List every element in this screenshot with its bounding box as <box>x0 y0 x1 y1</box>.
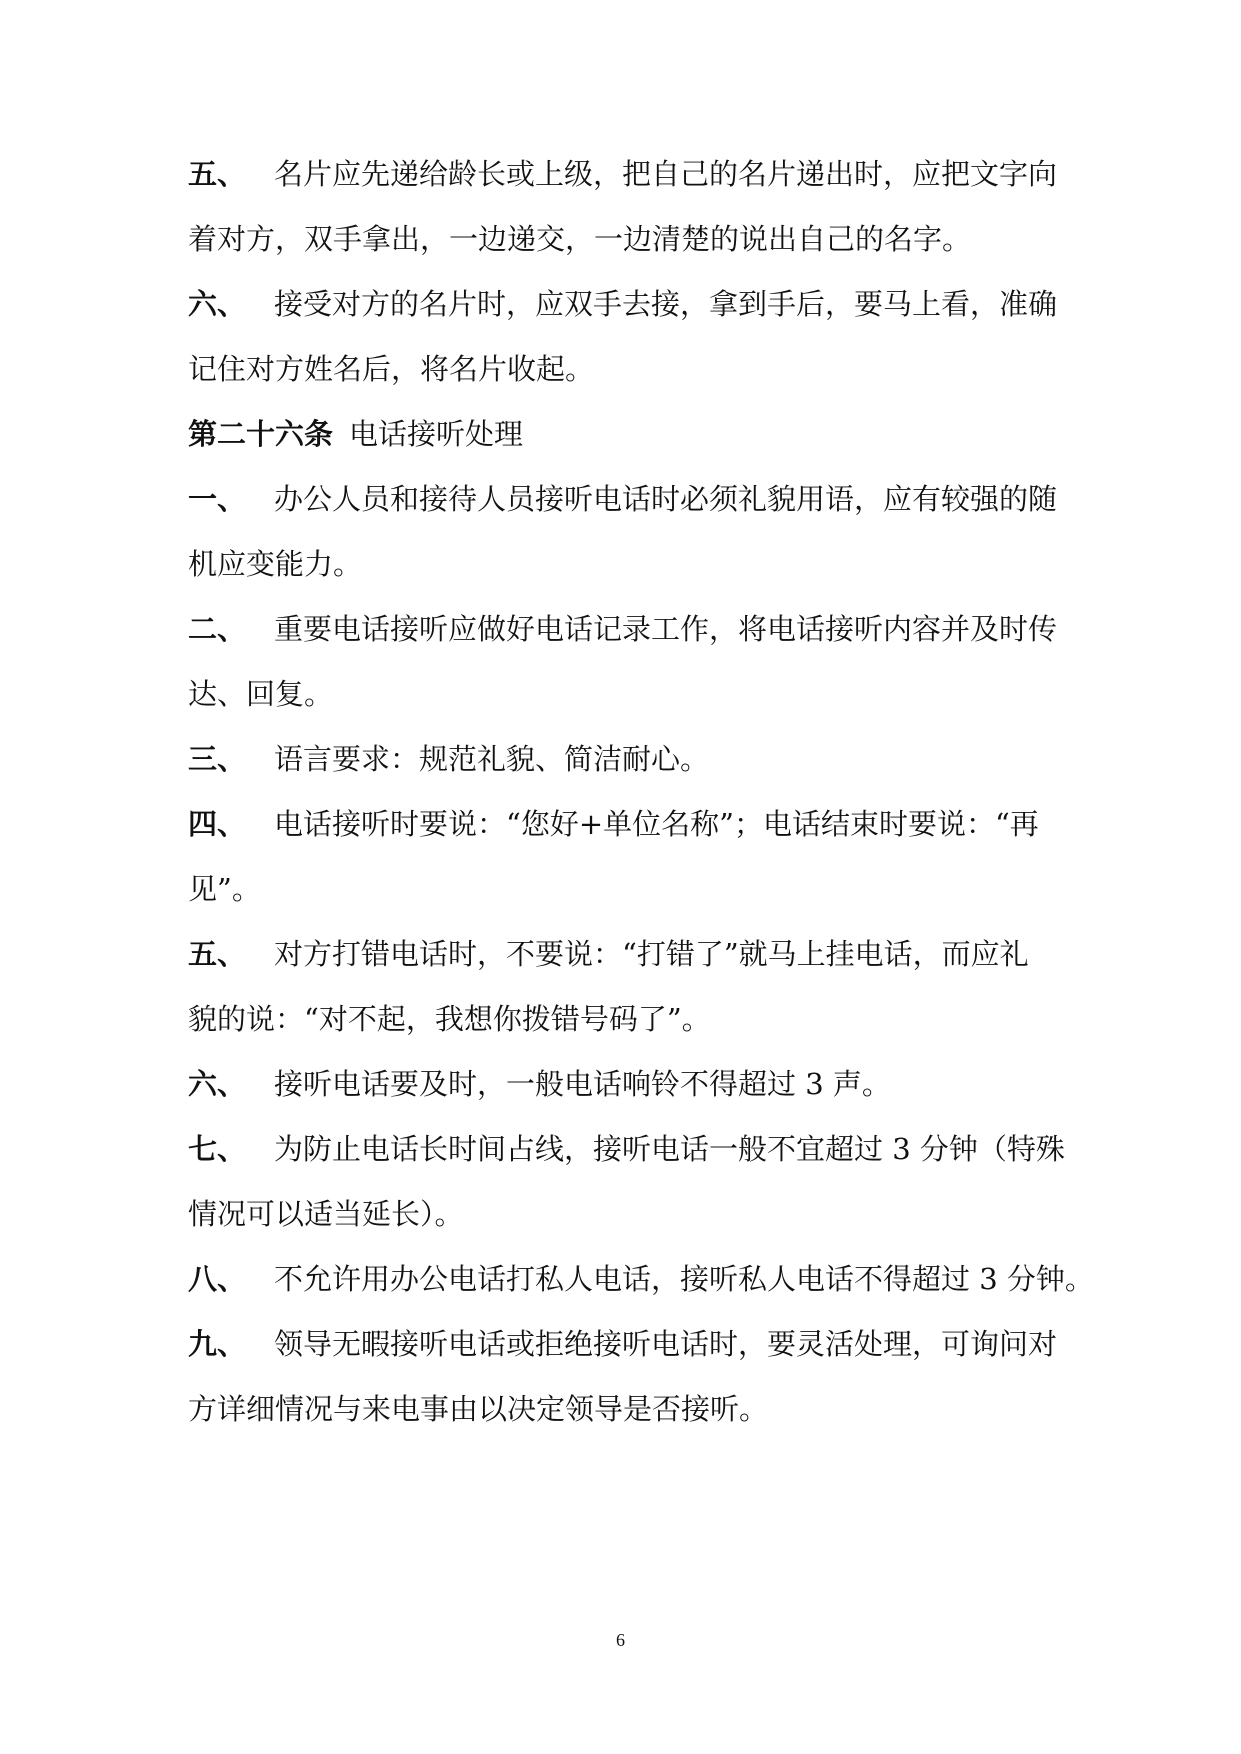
list-item <box>188 741 1068 806</box>
section-heading <box>188 416 1068 481</box>
list-item-text: 方详细情况与来电事由以决定领导是否接听。 <box>188 1392 769 1426</box>
list-item <box>188 1066 1068 1131</box>
paragraph-text: 名片应先递给龄长或上级，把自己的名片递出时，应把文字向 <box>274 157 1058 191</box>
paragraph-continuation <box>188 351 1068 416</box>
paragraph-line <box>188 156 1068 221</box>
section-title: 电话接听处理 <box>349 417 524 451</box>
list-marker: 六、 <box>188 287 247 321</box>
list-marker: 一、 <box>188 482 247 516</box>
list-marker: 七、 <box>188 1132 247 1166</box>
list-item <box>188 806 1068 871</box>
list-item-text: 见”。 <box>188 872 261 906</box>
document-body <box>188 156 1094 1456</box>
list-item-continuation <box>188 871 1068 936</box>
list-item-text: 语言要求：规范礼貌、简洁耐心。 <box>274 742 710 776</box>
list-item <box>188 1131 1068 1196</box>
list-item-text: 达、回复。 <box>188 677 334 711</box>
list-item-text: 接听电话要及时，一般电话响铃不得超过 3 声。 <box>274 1067 891 1101</box>
list-item <box>188 936 1068 1001</box>
list-item-text: 貌的说：“对不起，我想你拨错号码了”。 <box>188 1002 711 1036</box>
list-marker: 八、 <box>188 1262 247 1296</box>
list-item-text: 重要电话接听应做好电话记录工作，将电话接听内容并及时传 <box>274 612 1058 646</box>
list-item-text: 机应变能力。 <box>188 547 363 581</box>
list-marker: 五、 <box>188 937 247 971</box>
list-marker: 二、 <box>188 612 247 646</box>
paragraph-text: 记住对方姓名后，将名片收起。 <box>188 352 595 386</box>
list-item-text: 为防止电话长时间占线，接听电话一般不宜超过 3 分钟（特殊 <box>274 1132 1065 1166</box>
section-number: 第二十六条 <box>188 417 334 451</box>
list-item-continuation <box>188 1001 1068 1066</box>
paragraph-text: 接受对方的名片时，应双手去接，拿到手后，要马上看，准确 <box>274 287 1058 321</box>
list-item-text: 电话接听时要说：“您好+单位名称”；电话结束时要说：“再 <box>274 807 1039 841</box>
list-item-text: 不允许用办公电话打私人电话，接听私人电话不得超过 3 分钟。 <box>274 1262 1094 1296</box>
list-item-continuation <box>188 1391 1068 1456</box>
list-item-text: 领导无暇接听电话或拒绝接听电话时，要灵活处理，可询问对 <box>274 1327 1058 1361</box>
page-number: 6 <box>616 1630 625 1650</box>
list-item-text: 对方打错电话时，不要说：“打错了”就马上挂电话，而应礼 <box>274 937 1029 971</box>
paragraph-continuation <box>188 221 1068 286</box>
list-item-continuation <box>188 676 1068 741</box>
list-item-text: 办公人员和接待人员接听电话时必须礼貌用语，应有较强的随 <box>274 482 1058 516</box>
list-marker: 六、 <box>188 1067 247 1101</box>
list-item-continuation <box>188 1196 1068 1261</box>
list-marker: 三、 <box>188 742 247 776</box>
list-marker: 五、 <box>188 157 247 191</box>
paragraph-text: 着对方，双手拿出，一边递交，一边清楚的说出自己的名字。 <box>188 222 972 256</box>
list-item <box>188 481 1068 546</box>
list-item-continuation <box>188 546 1068 611</box>
list-item <box>188 1326 1068 1391</box>
list-marker: 九、 <box>188 1327 247 1361</box>
list-item <box>188 611 1068 676</box>
list-item <box>188 1261 1094 1326</box>
list-marker: 四、 <box>188 807 247 841</box>
list-item-text: 情况可以适当延长）。 <box>188 1197 464 1231</box>
paragraph-line <box>188 286 1068 351</box>
